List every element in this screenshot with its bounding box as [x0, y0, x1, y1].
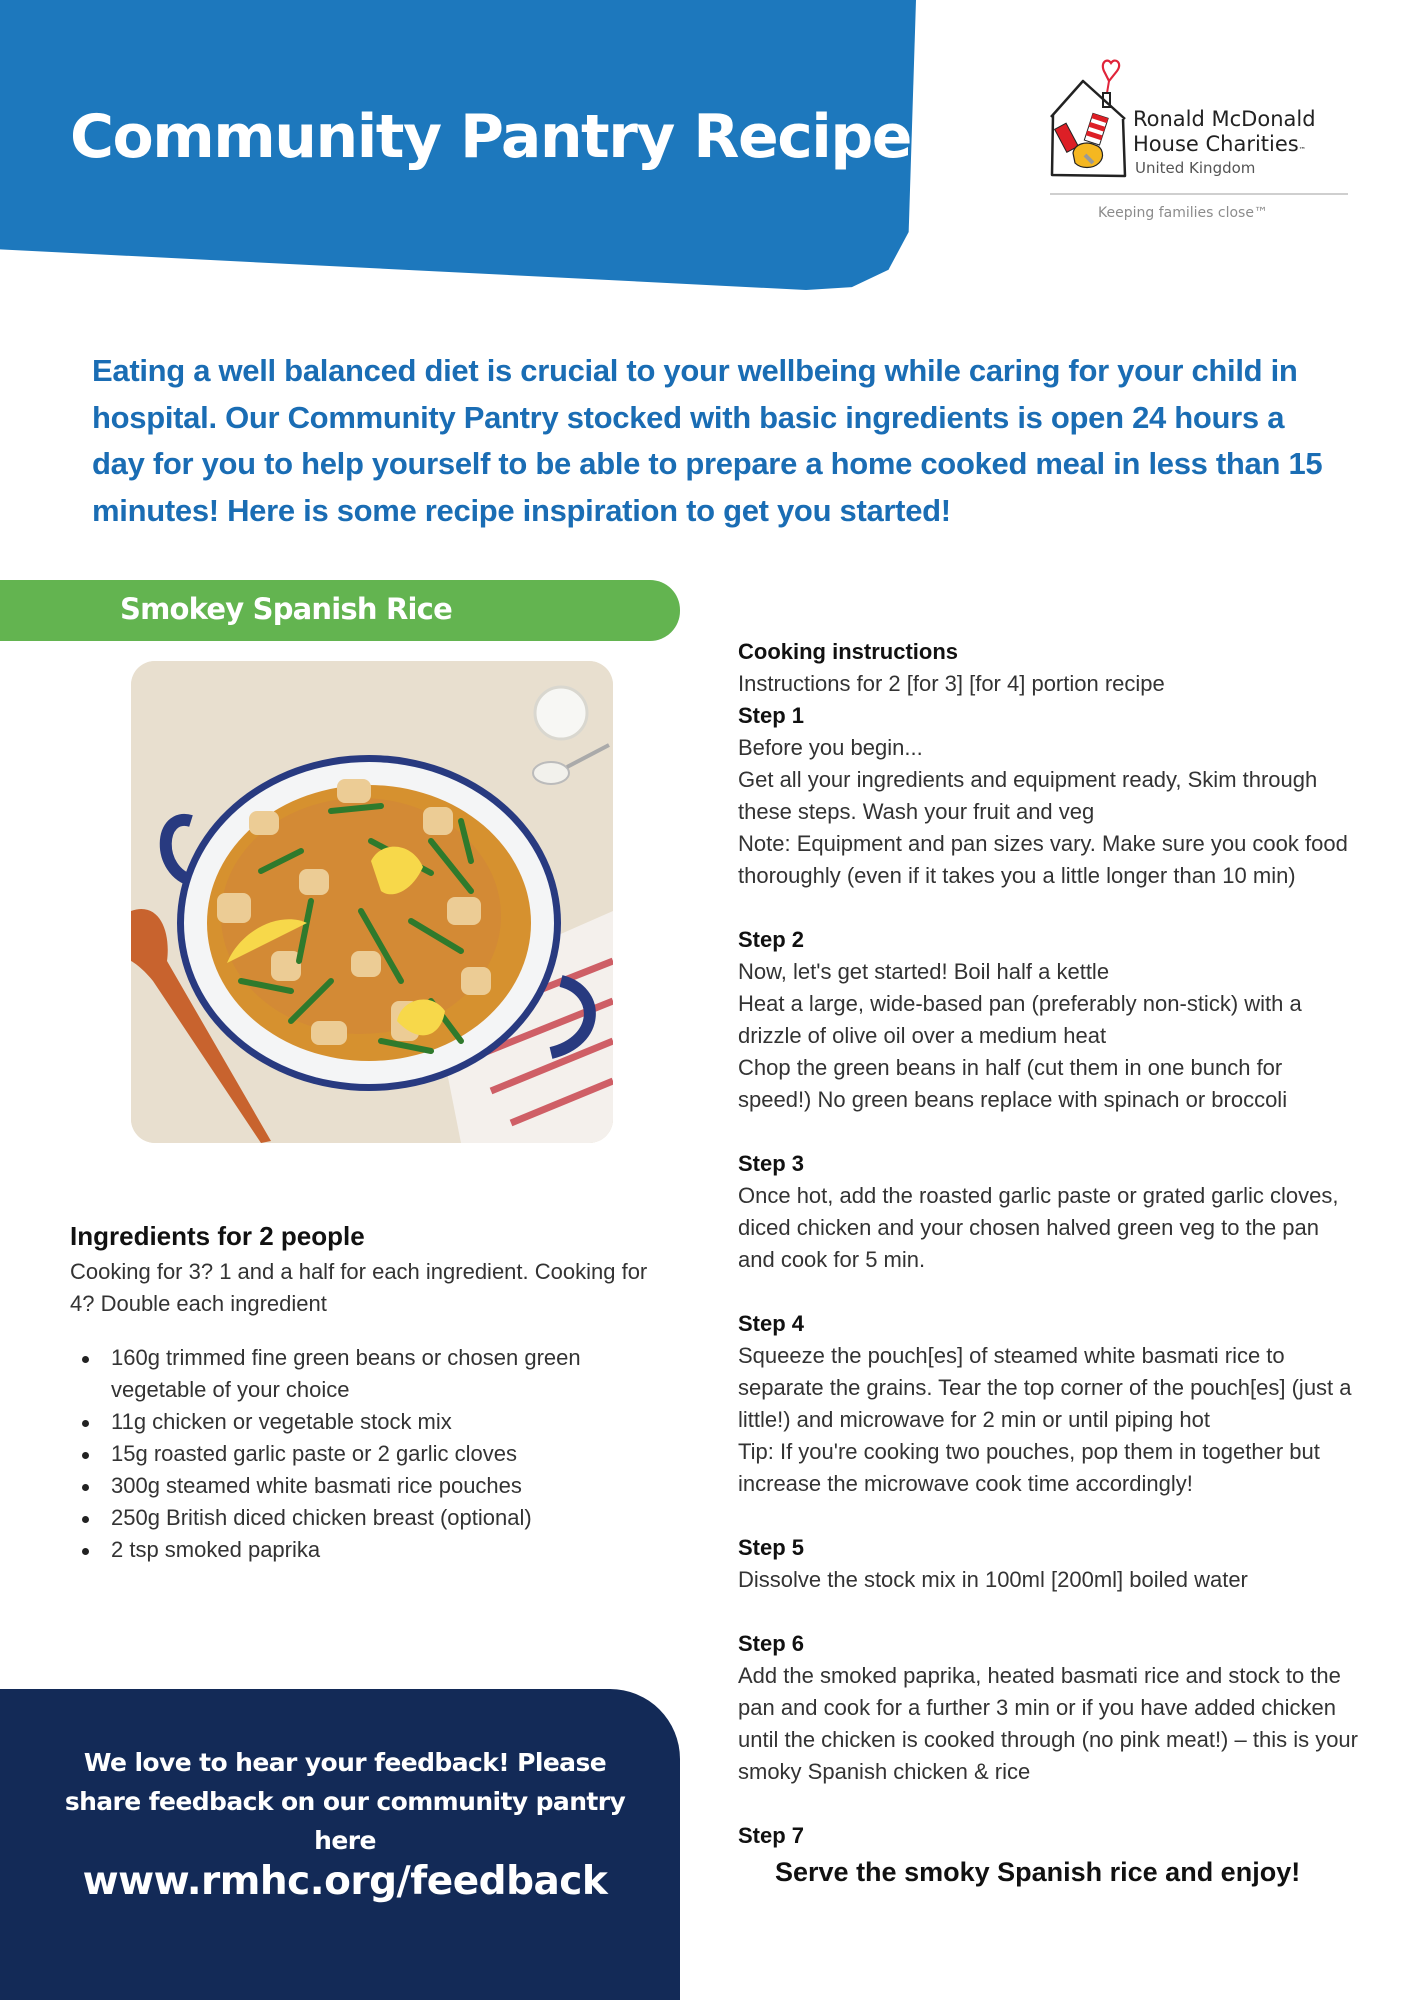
ingredient-item: 11g chicken or vegetable stock mix	[70, 1406, 670, 1438]
feedback-message: We love to hear your feedback! Please share feedback on our community pantry here	[64, 1748, 626, 1855]
page-title: Community Pantry Recipes	[70, 102, 946, 172]
intro-paragraph: Eating a well balanced diet is crucial to your wellbeing while caring for your child in hospital. Our Community Pantry stocked with basic ingredients is open 24 hours a day for you to help yourself to be able to prepare a home cooked meal in less than 15 minutes! Here is some recipe inspiration to get you started!	[92, 353, 1323, 528]
instructions-heading: Cooking instructions	[738, 639, 958, 664]
ingredients-section	[70, 1218, 670, 1566]
step-text: Before you begin...	[738, 735, 923, 760]
logo-divider	[1050, 193, 1348, 195]
serve-message: Serve the smoky Spanish rice and enjoy!	[775, 1857, 1301, 1887]
step-4	[738, 1308, 1358, 1500]
ingredient-item: 160g trimmed fine green beans or chosen green vegetable of your choice	[70, 1342, 670, 1406]
feedback-panel	[0, 1689, 680, 2000]
step-text: Add the smoked paprika, heated basmati rice and stock to the pan and cook for a further 3 min or if you have added chicken until the chicken is cooked through (no pink meat!) – this is your smoky Spanish chicken & rice	[738, 1663, 1358, 1784]
logo-org-name: Ronald McDonald House Charities™	[1133, 107, 1316, 156]
step-text: Heat a large, wide-based pan (preferably non-stick) with a drizzle of olive oil over a medium heat	[738, 991, 1302, 1048]
step-text: Squeeze the pouch[es] of steamed white basmati rice to separate the grains. Tear the top corner of the pouch[es] (just a little!) and microwave for 2 min or until piping hot	[738, 1343, 1352, 1432]
logo-tagline: Keeping families close™	[1098, 205, 1268, 221]
step-text: Get all your ingredients and equipment ready, Skim through these steps. Wash your fruit and veg	[738, 767, 1318, 824]
recipe-title-bar	[0, 580, 680, 641]
cooking-instructions	[738, 636, 1358, 1924]
recipe-photo	[131, 661, 613, 1143]
step-7	[738, 1820, 1358, 1892]
logo-country: United Kingdom	[1135, 159, 1256, 177]
ingredient-item: 2 tsp smoked paprika	[70, 1534, 670, 1566]
step-title: Step 3	[738, 1151, 805, 1176]
step-title: Step 6	[738, 1631, 805, 1656]
step-text: Tip: If you're cooking two pouches, pop them in together but increase the microwave cook time accordingly!	[738, 1439, 1320, 1496]
feedback-link[interactable]: www.rmhc.org/feedback	[82, 1859, 608, 1904]
ingredients-scaling-note: Cooking for 3? 1 and a half for each ingredient. Cooking for 4? Double each ingredient	[70, 1259, 648, 1316]
step-text: Dissolve the stock mix in 100ml [200ml] boiled water	[738, 1567, 1248, 1592]
step-2	[738, 924, 1358, 1116]
ingredients-heading: Ingredients for 2 people	[70, 1221, 365, 1251]
ingredients-list	[70, 1342, 670, 1566]
step-text: Once hot, add the roasted garlic paste or grated garlic cloves, diced chicken and your chosen halved green veg to the pan and cook for 5 min.	[738, 1183, 1339, 1272]
step-1	[738, 700, 1358, 892]
step-text: Now, let's get started! Boil half a kettle	[738, 959, 1110, 984]
portion-note: Instructions for 2 [for 3] [for 4] portion recipe	[738, 671, 1165, 696]
paella-pan-image-icon	[131, 661, 613, 1143]
step-title: Step 2	[738, 927, 805, 952]
ingredient-item: 15g roasted garlic paste or 2 garlic cloves	[70, 1438, 670, 1470]
step-title: Step 5	[738, 1535, 805, 1560]
recipe-title: Smokey Spanish Rice	[120, 592, 452, 626]
step-title: Step 7	[738, 1823, 805, 1848]
step-title: Step 4	[738, 1311, 805, 1336]
ingredient-item: 300g steamed white basmati rice pouches	[70, 1470, 670, 1502]
step-text: Note: Equipment and pan sizes vary. Make sure you cook food thoroughly (even if it takes you a little longer than 10 min)	[738, 831, 1348, 888]
step-5	[738, 1532, 1358, 1596]
step-text: Chop the green beans in half (cut them in one bunch for speed!) No green beans replace with spinach or broccoli	[738, 1055, 1288, 1112]
house-hands-logo-icon	[1045, 55, 1135, 180]
rmhc-logo	[1045, 55, 1355, 235]
step-3	[738, 1148, 1358, 1276]
step-title: Step 1	[738, 703, 805, 728]
step-6	[738, 1628, 1358, 1788]
ingredient-item: 250g British diced chicken breast (optional)	[70, 1502, 670, 1534]
